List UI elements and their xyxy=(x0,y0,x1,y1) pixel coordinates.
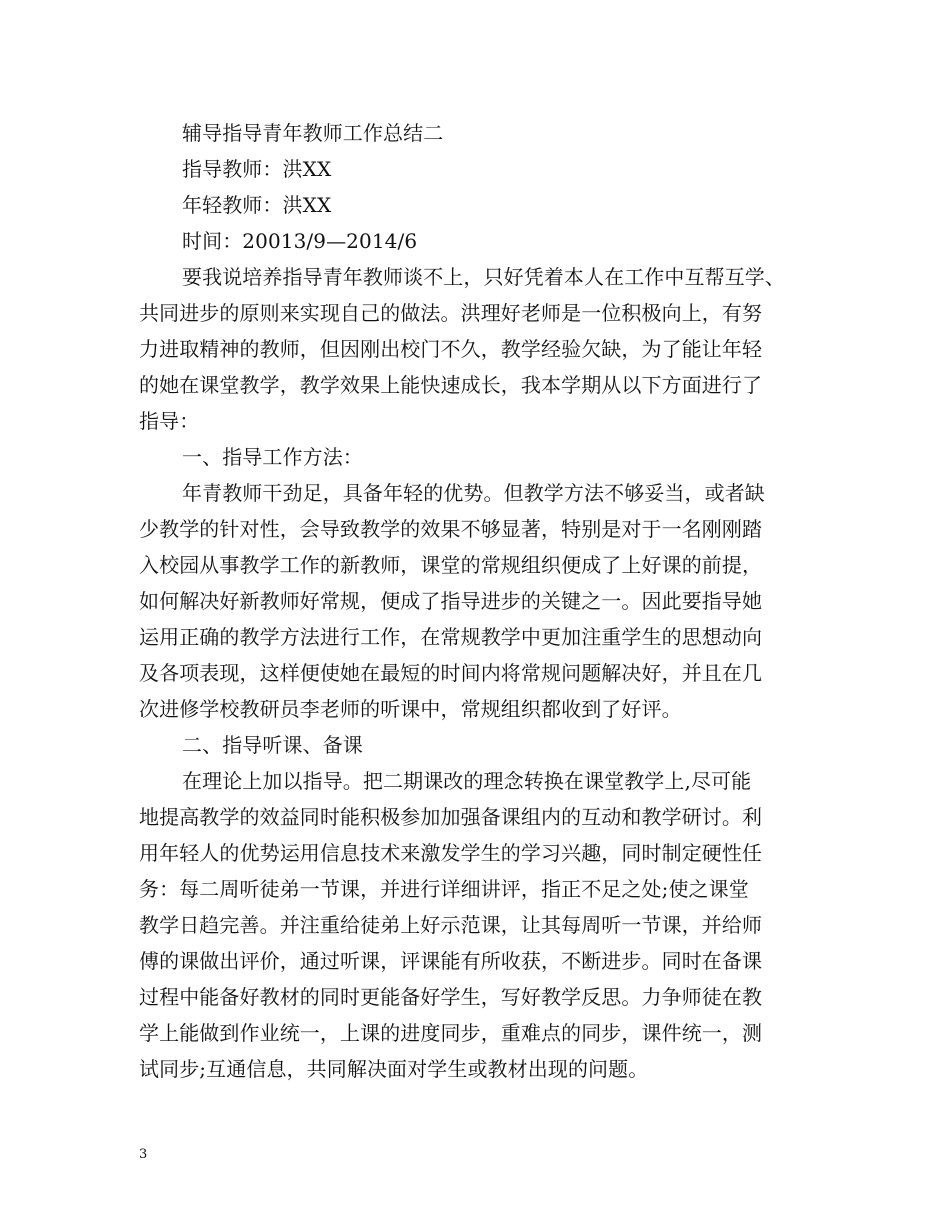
paragraph-line: 运用正确的教学方法进行工作，在常规教学中更加注重学生的思想动向 xyxy=(139,625,763,649)
paragraph-line: 试同步;互通信息，共同解决面对学生或教材出现的问题。 xyxy=(139,1057,649,1081)
mentor-line: 指导教师：洪XX xyxy=(182,157,332,181)
section-heading: 一、指导工作方法： xyxy=(182,445,363,469)
paragraph-line: 务：每二周听徒弟一节课，并进行详细讲评，指正不足之处;使之课堂 xyxy=(139,877,749,901)
paragraph-line: 次进修学校教研员李老师的听课中，常规组织都收到了好评。 xyxy=(139,697,682,721)
paragraph-line: 力进取精神的教师，但因刚出校门不久，教学经验欠缺，为了能让年轻 xyxy=(139,337,763,361)
paragraph-line: 在理论上加以指导。把二期课改的理念转换在课堂教学上,尽可能 xyxy=(182,769,752,793)
paragraph-line: 及各项表现，这样便使她在最短的时间内将常规问题解决好，并且在几 xyxy=(139,661,763,685)
paragraph-line: 要我说培养指导青年教师谈不上，只好凭着本人在工作中互帮互学、 xyxy=(182,265,785,289)
section1-paragraph xyxy=(139,475,819,727)
paragraph-line: 年青教师干劲足，具备年轻的优势。但教学方法不够妥当，或者缺 xyxy=(182,481,765,505)
paragraph-line: 少教学的针对性，会导致教学的效果不够显著，特别是对于一名刚刚踏 xyxy=(139,517,763,541)
paragraph-line: 入校园从事教学工作的新教师，课堂的常规组织便成了上好课的前提， xyxy=(139,553,763,577)
young-teacher-line: 年轻教师：洪XX xyxy=(182,193,332,217)
paragraph-line: 地提高教学的效益同时能积极参加加强备课组内的互动和教学研讨。利 xyxy=(139,805,763,829)
paragraph-line: 过程中能备好教材的同时更能备好学生，写好教学反思。力争师徒在教 xyxy=(139,985,763,1009)
paragraph-line: 傅的课做出评价，通过听课，评课能有所收获，不断进步。同时在备课 xyxy=(139,949,763,973)
paragraph-line: 学上能做到作业统一，上课的进度同步，重难点的同步，课件统一，测 xyxy=(139,1021,763,1045)
section-heading: 二、指导听课、备课 xyxy=(182,733,363,757)
paragraph-line: 的她在课堂教学，教学效果上能快速成长，我本学期从以下方面进行了 xyxy=(139,373,763,397)
page-number: 3 xyxy=(139,1147,148,1162)
section2-paragraph xyxy=(139,763,819,1087)
intro-paragraph xyxy=(139,259,819,439)
paragraph-line: 如何解决好新教师好常规，便成了指导进步的关键之一。因此要指导她 xyxy=(139,589,763,613)
period-line: 时间：20013/9—2014/6 xyxy=(182,229,418,253)
document-body xyxy=(139,115,819,1087)
paragraph-line: 共同进步的原则来实现自己的做法。洪理好老师是一位积极向上，有努 xyxy=(139,301,763,325)
paragraph-line: 教学日趋完善。并注重给徒弟上好示范课，让其每周听一节课，并给师 xyxy=(139,913,763,937)
document-title: 辅导指导青年教师工作总结二 xyxy=(182,121,444,145)
paragraph-line: 指导： xyxy=(139,409,200,433)
paragraph-line: 用年轻人的优势运用信息技术来激发学生的学习兴趣，同时制定硬性任 xyxy=(139,841,763,865)
